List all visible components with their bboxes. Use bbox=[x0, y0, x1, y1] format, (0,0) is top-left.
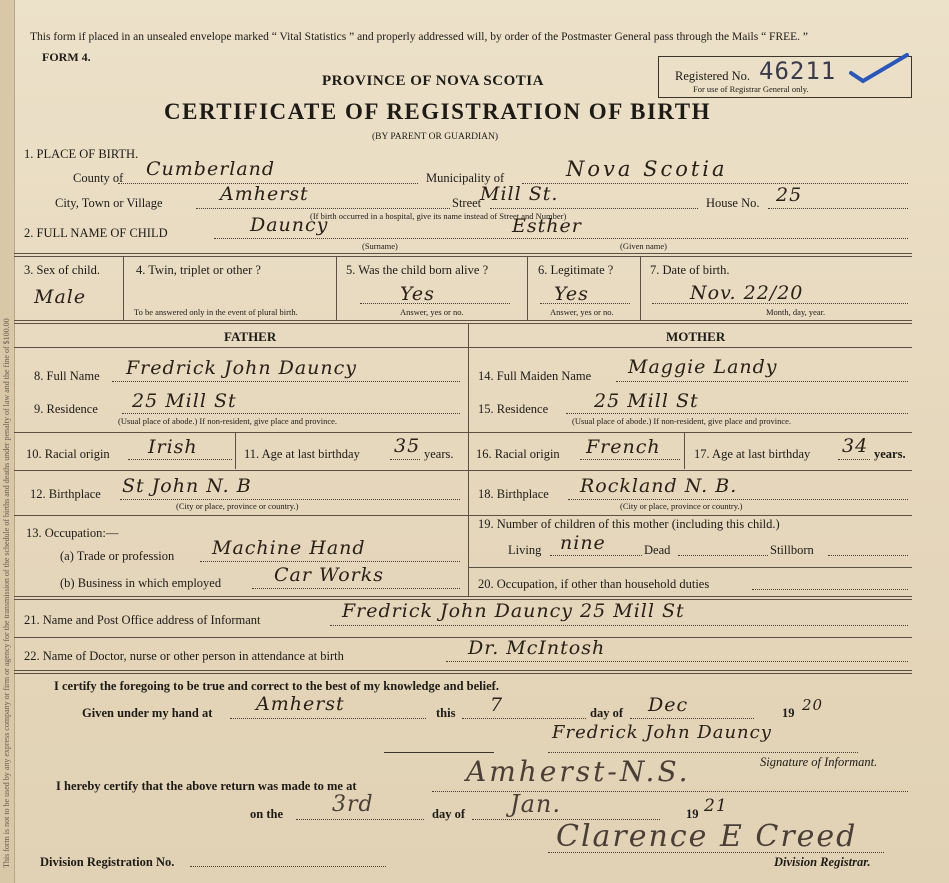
father-trade-label: (a) Trade or profession bbox=[60, 549, 175, 563]
col-divider bbox=[235, 433, 236, 469]
stillborn-label: Stillborn bbox=[770, 543, 814, 557]
municipality-label: Municipality of bbox=[426, 171, 505, 185]
informant-line bbox=[330, 625, 908, 626]
mother-residence-note: (Usual place of abode.) If non-resident, give place and province. bbox=[572, 416, 792, 426]
mother-age-label: 17. Age at last birthday bbox=[694, 447, 811, 461]
informant-label: 21. Name and Post Office address of Informant bbox=[24, 613, 261, 627]
father-name-value: Fredrick John Dauncy bbox=[126, 357, 358, 379]
father-residence-label: 9. Residence bbox=[34, 402, 98, 416]
given-at-label: Given under my hand at bbox=[82, 706, 213, 720]
year-prefix: 19 bbox=[782, 706, 795, 720]
doctor-value: Dr. McIntosh bbox=[468, 637, 606, 659]
mother-race-line bbox=[580, 459, 680, 460]
father-race-line bbox=[128, 459, 232, 460]
registered-number-box bbox=[658, 56, 912, 98]
registrar-day-of-label: day of bbox=[432, 807, 465, 821]
father-occupation-label: 13. Occupation:— bbox=[26, 526, 119, 540]
division-registration-line bbox=[190, 866, 386, 867]
date-note: Month, day, year. bbox=[766, 307, 826, 317]
mother-birthplace-line bbox=[568, 499, 908, 500]
given-at-line bbox=[230, 718, 426, 719]
father-residence-value: 25 Mill St bbox=[132, 390, 237, 412]
year-suffix: 20 bbox=[802, 696, 824, 714]
margin-notice: This form is not to be used by any express company or firm or agency for the transmission of the schedule of births and deaths under penalty of law and the fine of $100.00 bbox=[2, 318, 11, 868]
street-label: Street bbox=[452, 196, 482, 210]
father-birthplace-label: 12. Birthplace bbox=[30, 487, 101, 501]
informant-value: Fredrick John Dauncy 25 Mill St bbox=[342, 600, 685, 622]
dead-line bbox=[678, 555, 768, 556]
place-of-birth-label: 1. PLACE OF BIRTH. bbox=[24, 147, 139, 161]
rule bbox=[14, 515, 468, 516]
father-age-value: 35 bbox=[394, 435, 421, 457]
mother-residence-label: 15. Residence bbox=[478, 402, 549, 416]
registrar-day-line bbox=[296, 819, 424, 820]
twin-note: To be answered only in the event of plural birth. bbox=[134, 307, 298, 317]
given-name-caption: (Given name) bbox=[620, 241, 667, 251]
alive-line bbox=[360, 303, 510, 304]
rule bbox=[468, 567, 912, 568]
registrar-place-line bbox=[432, 791, 908, 792]
registrar-year-suffix: 21 bbox=[704, 796, 728, 816]
house-line bbox=[768, 208, 908, 209]
registrar-year-prefix: 19 bbox=[686, 807, 699, 821]
province-heading: PROVINCE OF NOVA SCOTIA bbox=[322, 73, 544, 89]
informant-signature: Fredrick John Dauncy bbox=[552, 722, 772, 743]
child-given-name: Esther bbox=[512, 215, 582, 237]
father-birthplace-note: (City or place, province or country.) bbox=[176, 501, 299, 511]
dead-label: Dead bbox=[644, 543, 671, 557]
mother-heading: MOTHER bbox=[666, 329, 726, 344]
mother-name-line bbox=[616, 381, 908, 382]
informant-signature-label: Signature of Informant. bbox=[760, 755, 878, 769]
division-registrar-label: Division Registrar. bbox=[774, 855, 871, 869]
mother-occupation-label: 20. Occupation, if other than household duties bbox=[478, 577, 710, 591]
mother-years-label: years. bbox=[874, 447, 906, 461]
mother-residence-value: 25 Mill St bbox=[594, 390, 699, 412]
father-trade-line bbox=[200, 561, 460, 562]
father-name-line bbox=[112, 381, 460, 382]
living-value: nine bbox=[560, 532, 606, 554]
mother-race-value: French bbox=[586, 436, 661, 458]
rule bbox=[468, 515, 912, 516]
registrar-place-value: Amherst-N.S. bbox=[466, 755, 691, 788]
rule bbox=[14, 470, 468, 471]
mother-age-line bbox=[838, 459, 870, 460]
month-value: Dec bbox=[648, 694, 689, 716]
father-trade-value: Machine Hand bbox=[212, 537, 366, 559]
rule bbox=[14, 432, 468, 433]
page-title: CERTIFICATE OF REGISTRATION OF BIRTH bbox=[164, 99, 711, 124]
legitimate-note: Answer, yes or no. bbox=[550, 307, 614, 317]
municipality-value: Nova Scotia bbox=[566, 157, 728, 181]
paper-margin-strip bbox=[0, 0, 15, 883]
father-business-label: (b) Business in which employed bbox=[60, 576, 222, 590]
col-divider bbox=[336, 257, 337, 320]
informant-signature-line bbox=[548, 752, 858, 753]
certification-statement: I certify the foregoing to be true and correct to the best of my knowledge and belief. bbox=[54, 679, 499, 693]
legitimate-label: 6. Legitimate ? bbox=[538, 263, 614, 277]
father-age-label: 11. Age at last birthday bbox=[244, 447, 360, 461]
child-name-label: 2. FULL NAME OF CHILD bbox=[24, 226, 168, 240]
living-line bbox=[550, 555, 642, 556]
form-number: FORM 4. bbox=[42, 50, 91, 64]
mother-birthplace-label: 18. Birthplace bbox=[478, 487, 549, 501]
rule-parents-heading bbox=[14, 347, 912, 348]
father-residence-line bbox=[122, 413, 460, 414]
day-value: 7 bbox=[490, 694, 504, 716]
father-residence-note: (Usual place of abode.) If non-resident, give place and province. bbox=[118, 416, 338, 426]
rule-certification-top bbox=[14, 670, 912, 674]
on-the-label: on the bbox=[250, 807, 283, 821]
living-label: Living bbox=[508, 543, 542, 557]
date-value: Nov. 22/20 bbox=[690, 282, 804, 304]
municipality-line bbox=[522, 183, 908, 184]
house-value: 25 bbox=[776, 184, 803, 206]
rule-top-row3 bbox=[14, 253, 912, 257]
father-business-line bbox=[252, 588, 460, 589]
date-label: 7. Date of birth. bbox=[650, 263, 730, 277]
child-surname: Dauncy bbox=[250, 214, 329, 236]
doctor-line bbox=[446, 661, 908, 662]
city-line bbox=[196, 208, 450, 209]
day-of-label: day of bbox=[590, 706, 623, 720]
month-line bbox=[630, 718, 754, 719]
rule bbox=[468, 432, 912, 433]
mother-name-value: Maggie Landy bbox=[628, 356, 778, 378]
child-name-line bbox=[214, 238, 908, 239]
blue-check-mark bbox=[849, 51, 911, 85]
rule bbox=[14, 637, 912, 638]
day-line bbox=[462, 718, 586, 719]
registrar-signature-line bbox=[548, 852, 884, 853]
city-label: City, Town or Village bbox=[55, 196, 163, 210]
mother-age-value: 34 bbox=[842, 435, 869, 457]
col-divider bbox=[684, 433, 685, 469]
father-years-label: years. bbox=[424, 447, 454, 461]
house-label: House No. bbox=[706, 196, 760, 210]
father-race-label: 10. Racial origin bbox=[26, 447, 110, 461]
children-count-label: 19. Number of children of this mother (including this child.) bbox=[478, 517, 780, 531]
legitimate-value: Yes bbox=[554, 283, 589, 305]
mother-occupation-line bbox=[752, 589, 908, 590]
father-age-line bbox=[390, 459, 420, 460]
stillborn-line bbox=[828, 555, 908, 556]
registrar-month-value: Jan. bbox=[510, 790, 562, 818]
registrar-use-note: For use of Registrar General only. bbox=[693, 84, 809, 94]
county-label: County of bbox=[73, 171, 124, 185]
mother-birthplace-value: Rockland N. B. bbox=[580, 475, 738, 497]
col-divider bbox=[123, 257, 124, 320]
hospital-note: (If birth occurred in a hospital, give its name instead of Street and Number) bbox=[310, 211, 567, 221]
twin-label: 4. Twin, triplet or other ? bbox=[136, 263, 261, 277]
alive-note: Answer, yes or no. bbox=[400, 307, 464, 317]
street-line bbox=[490, 208, 698, 209]
doctor-label: 22. Name of Doctor, nurse or other person in attendance at birth bbox=[24, 649, 344, 663]
rule bbox=[384, 752, 494, 753]
postal-notice: This form if placed in an unsealed envelope marked “ Vital Statistics ” and properly addressed will, by order of the Postmaster General pass through the Mails “ FREE. ” bbox=[30, 31, 809, 43]
this-label: this bbox=[436, 706, 456, 720]
col-divider bbox=[527, 257, 528, 320]
county-value: Cumberland bbox=[146, 158, 276, 180]
given-at-value: Amherst bbox=[256, 693, 345, 715]
father-race-value: Irish bbox=[148, 436, 198, 458]
mother-residence-line bbox=[566, 413, 908, 414]
registrar-signature: Clarence E Creed bbox=[556, 819, 858, 854]
registered-label: Registered No. bbox=[675, 69, 750, 83]
registrar-statement: I hereby certify that the above return was made to me at bbox=[56, 779, 357, 793]
col-divider bbox=[640, 257, 641, 320]
page-subtitle: (BY PARENT OR GUARDIAN) bbox=[372, 132, 499, 142]
sex-value: Male bbox=[34, 286, 87, 308]
father-name-label: 8. Full Name bbox=[34, 369, 100, 383]
division-registration-label: Division Registration No. bbox=[40, 855, 175, 869]
mother-name-label: 14. Full Maiden Name bbox=[478, 369, 592, 383]
parents-divider bbox=[468, 324, 469, 596]
sex-label: 3. Sex of child. bbox=[24, 263, 101, 277]
registered-number: 46211 bbox=[759, 57, 837, 85]
mother-race-label: 16. Racial origin bbox=[476, 447, 560, 461]
registrar-day-value: 3rd bbox=[332, 792, 374, 817]
father-birthplace-line bbox=[120, 499, 460, 500]
father-business-value: Car Works bbox=[274, 564, 385, 586]
mother-birthplace-note: (City or place, province or country.) bbox=[620, 501, 743, 511]
city-value: Amherst bbox=[220, 183, 309, 205]
father-heading: FATHER bbox=[224, 329, 277, 344]
rule bbox=[468, 470, 912, 471]
surname-caption: (Surname) bbox=[362, 241, 398, 251]
father-birthplace-value: St John N. B bbox=[122, 475, 252, 497]
street-value: Mill St. bbox=[480, 183, 559, 205]
alive-value: Yes bbox=[400, 283, 435, 305]
rule-parents-top bbox=[14, 320, 912, 324]
alive-label: 5. Was the child born alive ? bbox=[346, 263, 489, 277]
